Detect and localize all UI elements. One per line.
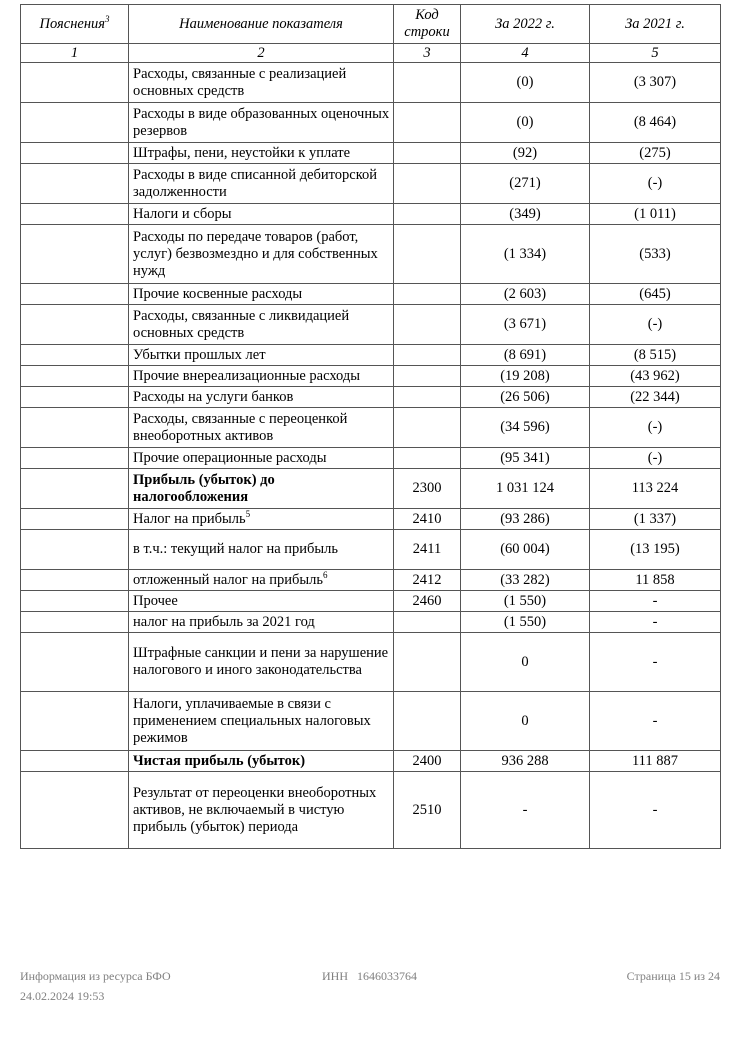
- table-row: [21, 143, 721, 164]
- note-cell: [21, 530, 129, 570]
- line-code: [394, 305, 461, 345]
- column-number: 2: [129, 44, 394, 63]
- value-2022: (34 596): [461, 408, 590, 448]
- value-2021: (13 195): [590, 530, 721, 570]
- table-row: [21, 448, 721, 469]
- value-2021: (275): [590, 143, 721, 164]
- value-2022: (93 286): [461, 509, 590, 530]
- value-2021: (1 011): [590, 204, 721, 225]
- note-cell: [21, 591, 129, 612]
- line-code: [394, 63, 461, 103]
- value-2022: (3 671): [461, 305, 590, 345]
- line-code: 2411: [394, 530, 461, 570]
- table-row: [21, 63, 721, 103]
- footer-page-number: Страница 15 из 24: [626, 969, 720, 983]
- value-2022: (19 208): [461, 366, 590, 387]
- line-code: [394, 692, 461, 751]
- value-2022: (1 550): [461, 612, 590, 633]
- indicator-name: Прочее: [129, 591, 394, 612]
- value-2022: (0): [461, 63, 590, 103]
- footer-left: [20, 966, 171, 1006]
- value-2022: 0: [461, 633, 590, 692]
- value-2022: -: [461, 772, 590, 849]
- table-row: [21, 387, 721, 408]
- value-2022: (271): [461, 164, 590, 204]
- line-code: 2460: [394, 591, 461, 612]
- indicator-name: Расходы в виде списанной дебиторской задолженности: [129, 164, 394, 204]
- value-2022: (8 691): [461, 345, 590, 366]
- value-2022: (0): [461, 103, 590, 143]
- header-year-2021: За 2021 г.: [590, 5, 721, 44]
- note-cell: [21, 387, 129, 408]
- note-cell: [21, 305, 129, 345]
- value-2022: 936 288: [461, 751, 590, 772]
- line-code: 2410: [394, 509, 461, 530]
- table-row: [21, 103, 721, 143]
- column-number: 4: [461, 44, 590, 63]
- value-2021: (-): [590, 408, 721, 448]
- table-row: [21, 633, 721, 692]
- line-code: [394, 633, 461, 692]
- indicator-name: Налоги, уплачиваемые в связи с применением специальных налоговых режимов: [129, 692, 394, 751]
- value-2021: (-): [590, 448, 721, 469]
- value-2022: (2 603): [461, 284, 590, 305]
- value-2022: (349): [461, 204, 590, 225]
- table-row: [21, 591, 721, 612]
- note-cell: [21, 225, 129, 284]
- line-code: [394, 103, 461, 143]
- value-2021: (3 307): [590, 63, 721, 103]
- indicator-name: Расходы, связанные с переоценкой внеоборотных активов: [129, 408, 394, 448]
- value-2021: 11 858: [590, 570, 721, 591]
- line-code: [394, 345, 461, 366]
- value-2021: -: [590, 772, 721, 849]
- value-2021: -: [590, 591, 721, 612]
- value-2021: (533): [590, 225, 721, 284]
- value-2021: 111 887: [590, 751, 721, 772]
- line-code: [394, 225, 461, 284]
- indicator-name: Налоги и сборы: [129, 204, 394, 225]
- note-cell: [21, 164, 129, 204]
- indicator-name: Результат от переоценки внеоборотных активов, не включаемый в чистую прибыль (убыток) периода: [129, 772, 394, 849]
- table-row: [21, 692, 721, 751]
- value-2022: (92): [461, 143, 590, 164]
- footer-inn: ИНН 1646033764: [322, 969, 417, 983]
- indicator-name: Налог на прибыль$^5$: [129, 509, 394, 530]
- note-cell: [21, 366, 129, 387]
- value-2022: 1 031 124: [461, 469, 590, 509]
- value-2021: 113 224: [590, 469, 721, 509]
- table-row: [21, 345, 721, 366]
- line-code: [394, 612, 461, 633]
- indicator-name: Расходы по передаче товаров (работ, услуг) безвозмездно и для собственных нужд: [129, 225, 394, 284]
- column-number-row: [21, 44, 721, 63]
- line-code: [394, 408, 461, 448]
- table-row: [21, 751, 721, 772]
- table-header-row: [21, 5, 721, 44]
- indicator-name: Штрафы, пени, неустойки к уплате: [129, 143, 394, 164]
- note-cell: [21, 692, 129, 751]
- note-cell: [21, 772, 129, 849]
- note-cell: [21, 63, 129, 103]
- line-code: [394, 143, 461, 164]
- table-row: [21, 570, 721, 591]
- value-2021: (645): [590, 284, 721, 305]
- line-code: [394, 448, 461, 469]
- value-2021: (-): [590, 164, 721, 204]
- value-2021: -: [590, 612, 721, 633]
- indicator-name: отложенный налог на прибыль$^6$: [129, 570, 394, 591]
- indicator-name: Чистая прибыль (убыток): [129, 751, 394, 772]
- indicator-name: Штрафные санкции и пени за нарушение налогового и иного законодательства: [129, 633, 394, 692]
- line-code: [394, 366, 461, 387]
- note-cell: [21, 143, 129, 164]
- indicator-name: Расходы в виде образованных оценочных резервов: [129, 103, 394, 143]
- column-number: 5: [590, 44, 721, 63]
- table-row: [21, 509, 721, 530]
- value-2021: (8 515): [590, 345, 721, 366]
- value-2021: (8 464): [590, 103, 721, 143]
- note-cell: [21, 570, 129, 591]
- line-code: [394, 387, 461, 408]
- value-2021: -: [590, 633, 721, 692]
- table-row: [21, 530, 721, 570]
- indicator-name: Прочие операционные расходы: [129, 448, 394, 469]
- indicator-name: налог на прибыль за 2021 год: [129, 612, 394, 633]
- note-cell: [21, 448, 129, 469]
- value-2021: (43 962): [590, 366, 721, 387]
- table-row: [21, 366, 721, 387]
- table-row: [21, 164, 721, 204]
- value-2021: (-): [590, 305, 721, 345]
- line-code: 2400: [394, 751, 461, 772]
- header-indicator-name: Наименование показателя: [129, 5, 394, 44]
- indicator-name: Расходы, связанные с реализацией основных средств: [129, 63, 394, 103]
- indicator-name: в т.ч.: текущий налог на прибыль: [129, 530, 394, 570]
- value-2021: (1 337): [590, 509, 721, 530]
- table-row: [21, 612, 721, 633]
- table-row: [21, 225, 721, 284]
- note-cell: [21, 345, 129, 366]
- note-cell: [21, 509, 129, 530]
- footer-datetime: 24.02.2024 19:53: [20, 989, 105, 1003]
- column-number: 3: [394, 44, 461, 63]
- header-explanations: Пояснения$^3$: [21, 5, 129, 44]
- table-row: [21, 284, 721, 305]
- note-cell: [21, 204, 129, 225]
- note-cell: [21, 284, 129, 305]
- value-2021: -: [590, 692, 721, 751]
- value-2022: (1 550): [461, 591, 590, 612]
- line-code: 2510: [394, 772, 461, 849]
- indicator-name: Расходы на услуги банков: [129, 387, 394, 408]
- table-row: [21, 204, 721, 225]
- indicator-name: Прочие внереализационные расходы: [129, 366, 394, 387]
- column-number: 1: [21, 44, 129, 63]
- financial-report-table: [20, 4, 721, 849]
- note-cell: [21, 469, 129, 509]
- note-cell: [21, 103, 129, 143]
- line-code: [394, 164, 461, 204]
- line-code: [394, 204, 461, 225]
- table-row: [21, 305, 721, 345]
- value-2022: (26 506): [461, 387, 590, 408]
- line-code: 2412: [394, 570, 461, 591]
- table-row: [21, 772, 721, 849]
- value-2022: (1 334): [461, 225, 590, 284]
- note-cell: [21, 751, 129, 772]
- footer-source: Информация из ресурса БФО: [20, 969, 171, 983]
- note-cell: [21, 612, 129, 633]
- note-cell: [21, 408, 129, 448]
- table-row: [21, 408, 721, 448]
- value-2022: 0: [461, 692, 590, 751]
- value-2022: (95 341): [461, 448, 590, 469]
- value-2022: (33 282): [461, 570, 590, 591]
- indicator-name: Прочие косвенные расходы: [129, 284, 394, 305]
- indicator-name: Расходы, связанные с ликвидацией основных средств: [129, 305, 394, 345]
- line-code: [394, 284, 461, 305]
- header-year-2022: За 2022 г.: [461, 5, 590, 44]
- table-row: [21, 469, 721, 509]
- value-2022: (60 004): [461, 530, 590, 570]
- indicator-name: Прибыль (убыток) до налогообложения: [129, 469, 394, 509]
- indicator-name: Убытки прошлых лет: [129, 345, 394, 366]
- line-code: 2300: [394, 469, 461, 509]
- value-2021: (22 344): [590, 387, 721, 408]
- header-line-code: Код строки: [394, 5, 461, 44]
- note-cell: [21, 633, 129, 692]
